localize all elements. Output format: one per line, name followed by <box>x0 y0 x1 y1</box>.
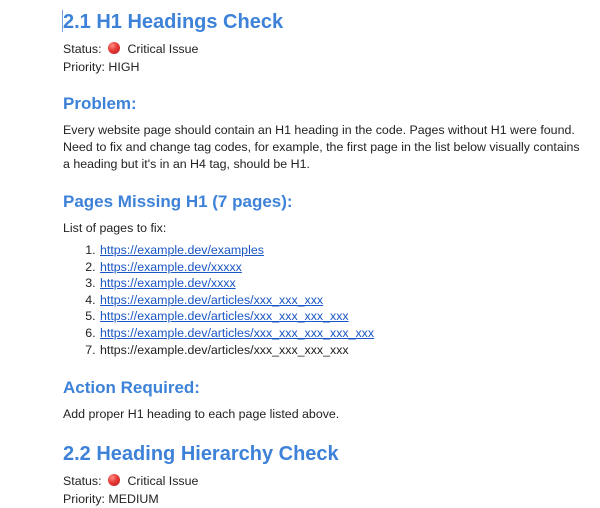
action-text: Add proper H1 heading to each page listed above. <box>63 407 340 421</box>
problem-heading: Problem: <box>63 94 137 113</box>
list-item <box>99 325 583 342</box>
priority-line: Priority: HIGH <box>63 60 140 74</box>
list-item <box>99 292 583 309</box>
page-link[interactable]: https://example.dev/articles/xxx_xxx_xxx <box>100 292 324 307</box>
status-value: Critical Issue <box>127 42 199 56</box>
section-title: 2.1 H1 Headings Check <box>63 11 284 33</box>
page-link[interactable]: https://example.dev/xxxx <box>100 276 236 291</box>
list-item <box>99 259 583 276</box>
list-item <box>99 308 583 325</box>
status-line <box>63 473 198 490</box>
missing-pages-heading: Pages Missing H1 (7 pages): <box>63 192 293 211</box>
page-link[interactable]: https://example.dev/articles/xxx_xxx_xxx_xxx <box>100 309 349 324</box>
page-link[interactable]: https://example.dev/xxxxx <box>100 259 242 274</box>
status-label: Status: <box>63 474 102 488</box>
page-url-text: https://example.dev/articles/xxx_xxx_xxx_xxx <box>100 342 349 357</box>
page-list <box>63 242 583 358</box>
list-item <box>99 275 583 292</box>
list-intro: List of pages to fix: <box>63 221 167 235</box>
status-value: Critical Issue <box>127 474 199 488</box>
section-title: 2.2 Heading Hierarchy Check <box>63 443 339 465</box>
problem-text: Every website page should contain an H1 heading in the code. Pages without H1 were found. Need to fix and change tag codes, for example, the first page in the list below visually contains a heading but it's in an H4 tag, should be H1. <box>63 123 580 171</box>
page-link[interactable]: https://example.dev/examples <box>100 243 264 257</box>
list-item <box>99 242 583 259</box>
red-circle-icon <box>108 474 120 486</box>
action-heading: Action Required: <box>63 378 200 397</box>
red-circle-icon <box>108 42 120 54</box>
page-link[interactable]: https://example.dev/articles/xxx_xxx_xxx_xxx_xxx <box>100 325 375 340</box>
list-item <box>99 342 583 359</box>
status-line <box>63 41 198 58</box>
status-label: Status: <box>63 42 102 56</box>
page-list-container <box>63 242 583 358</box>
priority-line: Priority: MEDIUM <box>63 492 159 506</box>
